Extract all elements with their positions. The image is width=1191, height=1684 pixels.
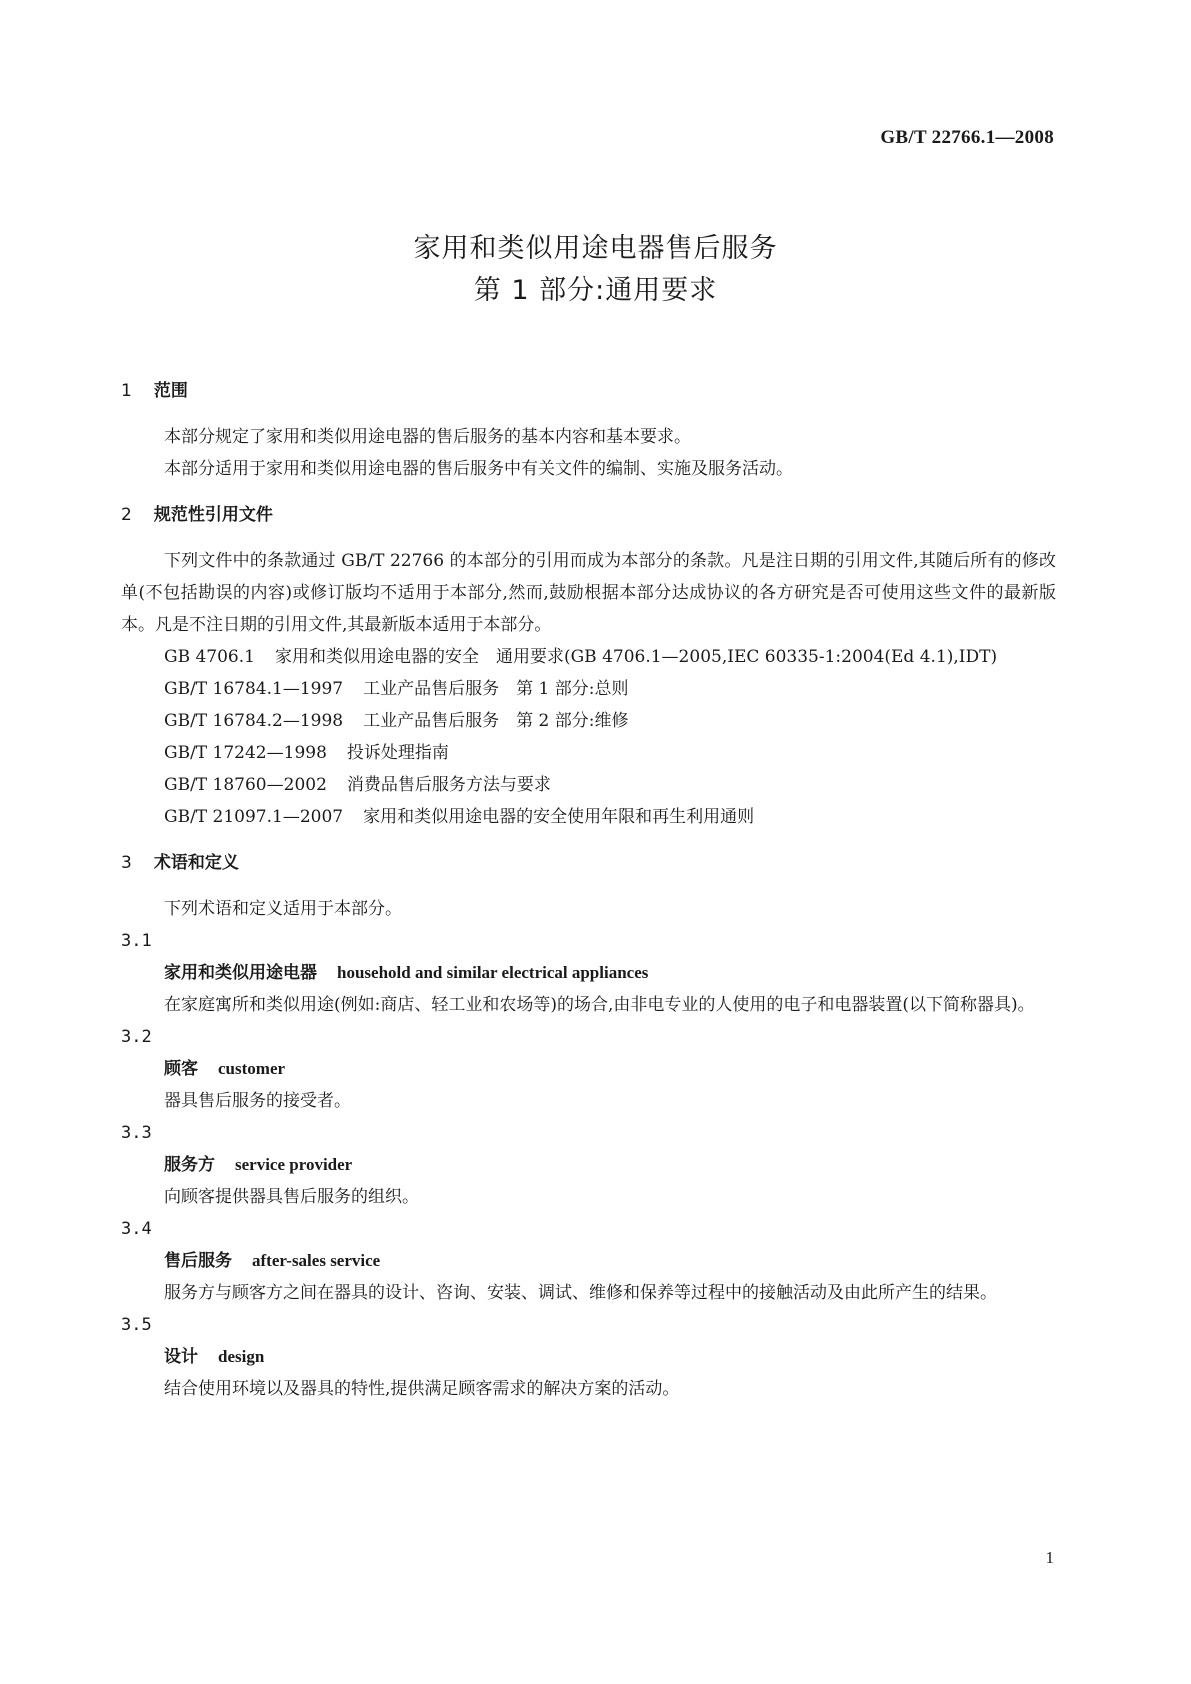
term-en: household and similar electrical appliances — [337, 963, 649, 982]
reference-item — [121, 801, 1056, 833]
reference-item — [121, 769, 1056, 801]
term-definition: 器具售后服务的接受者。 — [164, 1091, 351, 1111]
section-heading-normative-references — [121, 499, 1056, 531]
term-zh: 售后服务 — [164, 1251, 232, 1271]
reference-item — [121, 641, 1056, 673]
paragraph: 本部分适用于家用和类似用途电器的售后服务中有关文件的编制、实施及服务活动。 — [164, 459, 793, 479]
term-en: customer — [218, 1059, 286, 1078]
term-entry — [121, 1245, 1056, 1277]
paragraph: 下列术语和定义适用于本部分。 — [164, 899, 402, 919]
reference-code: GB/T 18760—2002 — [164, 775, 327, 795]
reference-code: GB/T 21097.1—2007 — [164, 807, 344, 827]
title-line-2: 第 1 部分:通用要求 — [473, 275, 718, 306]
paragraph: 下列文件中的条款通过 GB/T 22766 的本部分的引用而成为本部分的条款。凡是注日期的引用文件,其随后所有的修改单(不包括勘误的内容)或修订版均不适用于本部分,然而,鼓励根据本部分达成协议的各方研究是否可使用这些文件的最新版本。凡是不注日期的引用文件,其最新版本适用于本部分。 — [121, 551, 1056, 635]
document-title — [0, 228, 1191, 312]
term-entry — [121, 1053, 1056, 1085]
term-definition: 服务方与顾客方之间在器具的设计、咨询、安装、调试、维修和保养等过程中的接触活动及由此所产生的结果。 — [164, 1283, 997, 1303]
clause-number: 3.3 — [121, 1123, 152, 1143]
page-number: 1 — [1045, 1548, 1054, 1567]
term-en: design — [218, 1347, 265, 1366]
reference-item — [121, 673, 1056, 705]
term-definition: 结合使用环境以及器具的特性,提供满足顾客需求的解决方案的活动。 — [164, 1379, 680, 1399]
section-heading-terms-definitions — [121, 847, 1056, 879]
term-entry — [121, 1149, 1056, 1181]
term-entry — [121, 957, 1056, 989]
section-number: 2 — [121, 505, 132, 525]
term-en: after-sales service — [252, 1251, 381, 1270]
section-number: 1 — [121, 381, 132, 401]
term-zh: 顾客 — [164, 1059, 198, 1079]
title-line-1: 家用和类似用途电器售后服务 — [413, 233, 778, 264]
reference-code: GB/T 16784.1—1997 — [164, 679, 344, 699]
section-heading-scope — [121, 375, 1056, 407]
reference-title: 家用和类似用途电器的安全使用年限和再生利用通则 — [363, 807, 755, 827]
reference-code: GB/T 17242—1998 — [164, 743, 327, 763]
reference-item — [121, 737, 1056, 769]
clause-number: 3.1 — [121, 931, 152, 951]
reference-item — [121, 705, 1056, 737]
reference-title: 投诉处理指南 — [346, 743, 449, 763]
reference-code: GB/T 16784.2—1998 — [164, 711, 344, 731]
document-body — [121, 375, 1056, 1405]
reference-title: 消费品售后服务方法与要求 — [346, 775, 551, 795]
term-zh: 服务方 — [164, 1155, 215, 1175]
section-title: 范围 — [153, 381, 188, 401]
clause-number: 3.4 — [121, 1219, 152, 1239]
clause-number: 3.2 — [121, 1027, 152, 1047]
term-entry — [121, 1341, 1056, 1373]
reference-code: GB 4706.1 — [164, 647, 255, 667]
reference-title: 家用和类似用途电器的安全 通用要求(GB 4706.1—2005,IEC 60335-1:2004(Ed 4.1),IDT) — [274, 647, 998, 667]
reference-title: 工业产品售后服务 第 2 部分:维修 — [363, 711, 629, 731]
term-en: service provider — [235, 1155, 353, 1174]
clause-number: 3.5 — [121, 1315, 152, 1335]
term-zh: 设计 — [164, 1347, 198, 1367]
standard-number: GB/T 22766.1—2008 — [880, 127, 1054, 148]
term-zh: 家用和类似用途电器 — [164, 963, 317, 983]
reference-title: 工业产品售后服务 第 1 部分:总则 — [363, 679, 629, 699]
section-title: 规范性引用文件 — [153, 505, 273, 525]
section-number: 3 — [121, 853, 132, 873]
paragraph: 本部分规定了家用和类似用途电器的售后服务的基本内容和基本要求。 — [164, 427, 691, 447]
term-definition: 向顾客提供器具售后服务的组织。 — [164, 1187, 419, 1207]
section-title: 术语和定义 — [153, 853, 239, 873]
term-definition: 在家庭寓所和类似用途(例如:商店、轻工业和农场等)的场合,由非电专业的人使用的电子和电器装置(以下简称器具)。 — [164, 995, 1035, 1015]
